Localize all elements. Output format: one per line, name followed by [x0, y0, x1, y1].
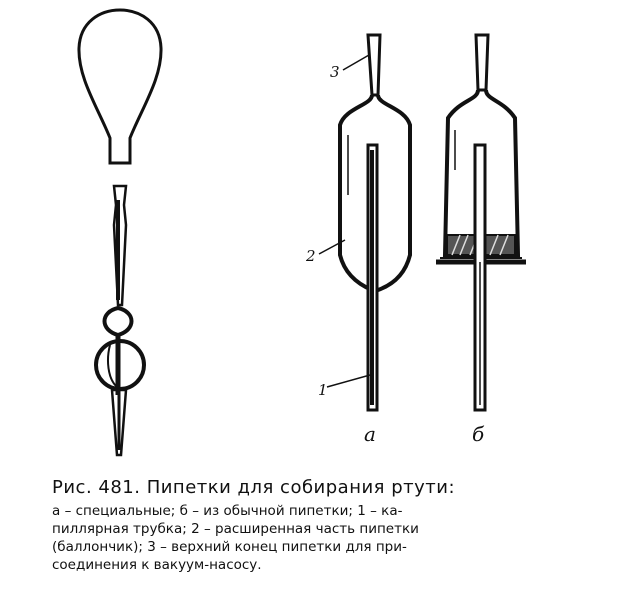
pipette-b — [436, 35, 526, 410]
label-1: 1 — [318, 381, 328, 399]
figure-caption — [52, 476, 612, 574]
caption-line: а – специальные; б – из обычной пипетки; 1 – ка- — [52, 503, 403, 519]
caption-body — [52, 502, 612, 574]
pipette-a — [319, 35, 410, 410]
label-3: 3 — [330, 63, 340, 81]
caption-line: пиллярная трубка; 2 – расширенная часть пипетки — [52, 521, 419, 537]
caption-line: (баллончик); 3 – верхний конец пипетки для при- — [52, 539, 407, 555]
label-2: 2 — [306, 247, 316, 265]
left-pipette — [96, 186, 144, 455]
rubber-bulb — [79, 10, 161, 163]
label-variant-b: б — [472, 422, 485, 446]
caption-title: Рис. 481. Пипетки для собирания ртути: — [52, 477, 456, 498]
label-variant-a: а — [364, 422, 376, 446]
caption-line: соединения к вакуум-насосу. — [52, 557, 262, 573]
